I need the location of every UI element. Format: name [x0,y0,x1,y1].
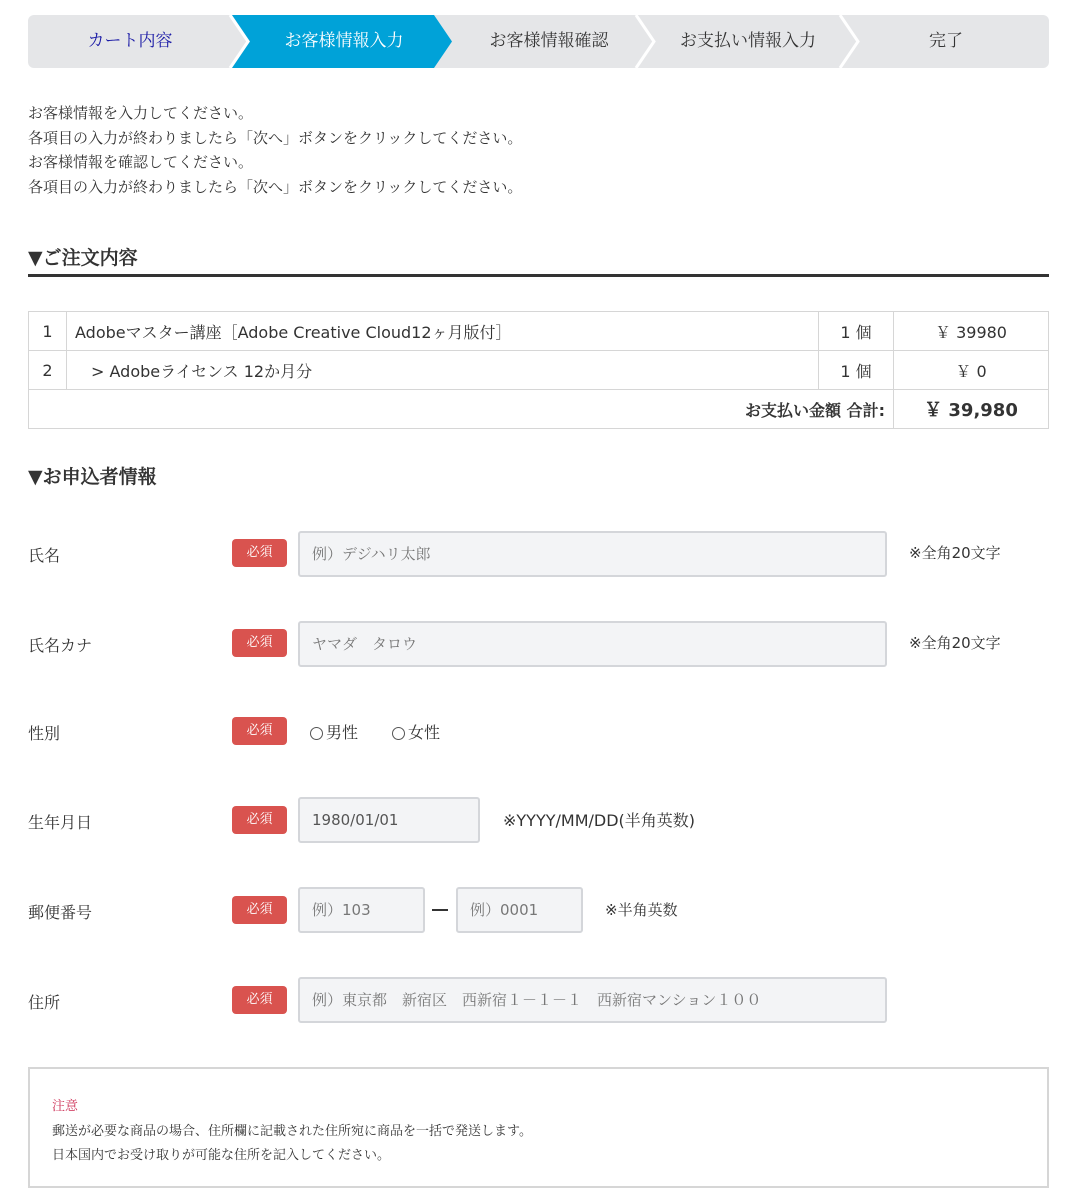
kana-label: 氏名カナ [28,636,93,655]
intro-line: お客様情報を入力してください。 [28,104,254,122]
product-quantity: 1 個 [819,351,894,390]
zip-label: 郵便番号 [28,903,93,922]
gender-option-label: 男性 [326,723,359,742]
gender-radio-female[interactable] [392,720,440,743]
intro-line: 各項目の入力が終わりましたら「次へ」ボタンをクリックしてください。 [28,177,523,196]
step-customer-confirm: お客様情報確認 [489,31,609,51]
intro-line: 各項目の入力が終わりましたら「次へ」ボタンをクリックしてください。 [28,128,523,147]
product-name: Adobeマスター講座［Adobe Creative Cloud12ヶ月版付］ [67,312,819,351]
order-section-title: ▼ご注文内容 [28,247,138,269]
section-divider [28,274,1049,277]
gender-option-label: 女性 [408,723,441,742]
name-note: ※全角20文字 [909,544,1001,562]
product-price: ￥ 0 [894,351,1049,390]
birth-label: 生年月日 [28,813,93,832]
caution-box [28,1067,1049,1188]
required-badge: 必須 [232,806,287,834]
intro-text [28,101,522,199]
birth-note: ※YYYY/MM/DD(半角英数) [503,811,696,830]
required-badge: 必須 [232,986,287,1014]
table-row [29,351,1049,390]
step-customer-input: お客様情報入力 [284,31,404,51]
product-price: ￥ 39980 [894,312,1049,351]
required-badge: 必須 [232,896,287,924]
product-name: > Adobeライセンス 12か月分 [67,351,819,390]
total-label: お支払い金額 合計: [29,390,894,429]
required-badge: 必須 [232,539,287,567]
caution-line: 郵送が必要な商品の場合、住所欄に記載された住所宛に商品を一括で発送します。 [52,1123,532,1139]
product-quantity: 1 個 [819,312,894,351]
checkout-steps [28,15,1049,68]
kana-note: ※全角20文字 [909,634,1001,652]
step-cart[interactable]: カート内容 [87,31,173,51]
zip-separator [432,909,448,911]
total-row [29,390,1049,429]
kana-input[interactable] [298,621,887,667]
step-complete: 完了 [929,31,963,51]
table-row [29,312,1049,351]
radio-circle[interactable] [310,727,323,740]
order-table [28,311,1049,429]
birthdate-input[interactable] [298,797,480,843]
radio-circle[interactable] [392,727,405,740]
zip-first-input[interactable] [298,887,425,933]
zip-note: ※半角英数 [605,901,678,919]
total-amount: ￥ 39,980 [894,390,1049,429]
applicant-section-title: ▼お申込者情報 [28,466,157,488]
intro-line: お客様情報を確認してください。 [28,153,254,171]
name-label: 氏名 [28,546,61,565]
caution-heading: 注意 [52,1099,79,1114]
address-input[interactable] [298,977,887,1023]
name-input[interactable] [298,531,887,577]
row-number: 2 [29,351,67,390]
required-badge: 必須 [232,629,287,657]
zip-second-input[interactable] [456,887,583,933]
step-payment-input: お支払い情報入力 [680,31,816,51]
address-label: 住所 [28,993,61,1012]
required-badge: 必須 [232,717,287,745]
row-number: 1 [29,312,67,351]
gender-radio-male[interactable] [310,720,358,743]
caution-line: 日本国内でお受け取りが可能な住所を記入してください。 [52,1148,391,1163]
gender-label: 性別 [28,724,61,743]
